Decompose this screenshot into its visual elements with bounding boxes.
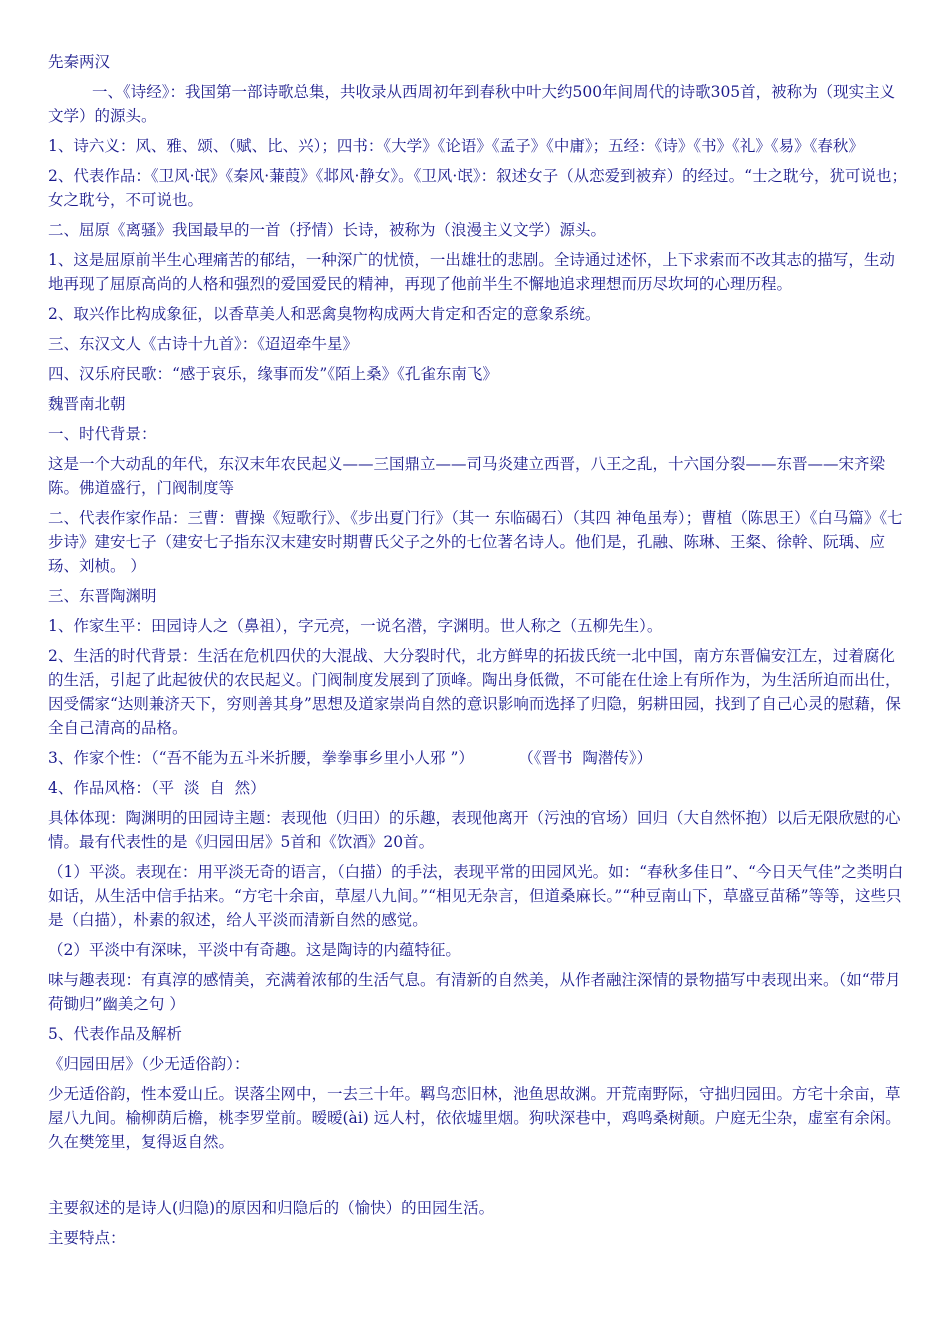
section-title-wei-jin: 魏晋南北朝 — [48, 395, 126, 413]
paragraph-works-heading: 5、代表作品及解析 — [48, 1025, 182, 1043]
paragraph-lisao-2: 2、取兴作比构成象征，以香草美人和恶禽臭物构成两大肯定和否定的意象系统。 — [48, 305, 601, 323]
paragraph-background-heading: 一、时代背景： — [48, 425, 157, 443]
paragraph-lisao: 二、屈原《离骚》我国最早的一首（抒情）长诗，被称为（浪漫主义文学）源头。 — [48, 221, 607, 239]
blank-line — [48, 1154, 910, 1172]
paragraph-yuefu: 四、汉乐府民歌：“感于哀乐，缘事而发”《陌上桑》《孔雀东南飞》 — [48, 365, 498, 383]
paragraph-tao-style: 4、作品风格：（平 淡 自 然） — [48, 779, 266, 797]
paragraph-poem-text: 少无适俗韵，性本爱山丘。误落尘网中，一去三十年。羁鸟恋旧林，池鱼思故渊。开荒南野际，守拙归园田。方宅十余亩，草屋八九间。榆柳荫后檐，桃李罗堂前。暧暧(ài) 远人村，依依墟里烟。狗吠深巷中，鸡鸣桑树颠。户庭无尘杂，虚室有余闲。久在樊笼里，复得返自然。 — [48, 1085, 901, 1151]
paragraph-tao-life: 1、作家生平：田园诗人之（鼻祖），字元亮，一说名潜，字渊明。世人称之（五柳先生）。 — [48, 617, 663, 635]
paragraph-taste: 味与趣表现：有真淳的感情美，充满着浓郁的生活气息。有清新的自然美，从作者融注深情的景物描写中表现出来。（如“带月荷锄归”幽美之句 ） — [48, 971, 901, 1013]
paragraph-representative-works: 2、代表作品：《卫风·氓》《秦风·蒹葭》《邶风·静女》。《卫风·氓》：叙述女子（从恋爱到被弃）的经过。“士之耽兮，犹可说也；女之耽兮，不可说也。 — [48, 167, 907, 209]
paragraph-plainness: （1）平淡。表现在：用平淡无奇的语言，（白描）的手法，表现平常的田园风光。如：“春秋多佳日”、“今日天气佳”之类明白如话，从生活中信手拈来。“方宅十余亩，草屋八九间。”“相见无杂言，但道桑麻长。”“种豆南山下，草盛豆苗稀”等等，这些只是（白描），朴素的叙述，给人平淡而清新自然的感觉。 — [48, 863, 904, 929]
paragraph-tao-embodiment: 具体体现：陶渊明的田园诗主题：表现他（归田）的乐趣，表现他离开（污浊的官场）回归（大自然怀抱）以后无限欣慰的心情。最有代表性的是《归园田居》5首和《饮酒》20首。 — [48, 809, 901, 851]
paragraph-six-meanings: 1、诗六义：风、雅、颂、（赋、比、兴）；四书：《大学》《论语》《孟子》《中庸》；五经：《诗》《书》《礼》《易》《春秋》 — [48, 137, 864, 155]
paragraph-main-features: 主要特点： — [48, 1229, 126, 1247]
paragraph-tao-heading: 三、东晋陶渊明 — [48, 587, 157, 605]
paragraph-depth: （2）平淡中有深味，平淡中有奇趣。这是陶诗的内蕴特征。 — [48, 941, 461, 959]
paragraph-tao-era: 2、生活的时代背景：生活在危机四伏的大混战、大分裂时代，北方鲜卑的拓拔氏统一北中国，南方东晋偏安江左，过着腐化的生活，引起了此起彼伏的农民起义。门阀制度发展到了顶峰。陶出身低微，不可能在仕途上有所作为，为生活所迫而出仕，因受儒家“达则兼济天下，穷则善其身”思想及道家崇尚自然的意识影响而选择了归隐，躬耕田园，找到了自己心灵的慰藉，保全自己清高的品格。 — [48, 647, 901, 737]
paragraph-poem-title: 《归园田居》（少无适俗韵）： — [48, 1055, 250, 1073]
paragraph-authors: 二、代表作家作品：三曹：曹操《短歌行》、《步出夏门行》（其一 东临碣石）（其四 神龟虽寿）；曹植（陈思王）《白马篇》《七步诗》建安七子（建安七子指东汉末建安时期曹氏父子之外的七位著名诗人。他们是，孔融、陈琳、王粲、徐幹、阮瑀、应玚、刘桢。 ） — [48, 509, 903, 575]
paragraph-background: 这是一个大动乱的年代，东汉末年农民起义——三国鼎立——司马炎建立西晋，八王之乱，十六国分裂——东晋——宋齐梁陈。佛道盛行，门阀制度等 — [48, 455, 886, 497]
paragraph-lisao-1: 1、这是屈原前半生心理痛苦的郁结，一种深广的忧愤，一出雄壮的悲剧。全诗通过述怀，上下求索而不改其志的描写，生动地再现了屈原高尚的人格和强烈的爱国爱民的精神，再现了他前半生不懈地追求理想而历尽坎坷的心理历程。 — [48, 251, 895, 293]
section-title-pre-qin: 先秦两汉 — [48, 53, 111, 71]
paragraph-nineteen-poems: 三、东汉文人《古诗十九首》：《迢迢牵牛星》 — [48, 335, 359, 353]
paragraph-tao-personality: 3、作家个性：（“吾不能为五斗米折腰，拳拳事乡里小人邪 ”） （《晋书 陶潜传》） — [48, 749, 653, 767]
paragraph-main-narrative: 主要叙述的是诗人(归隐)的原因和归隐后的（愉快）的田园生活。 — [48, 1199, 495, 1217]
paragraph-shijing: 一、《诗经》：我国第一部诗歌总集，共收录从西周初年到春秋中叶大约500年间周代的诗歌305首，被称为（现实主义文学）的源头。 — [48, 83, 896, 125]
